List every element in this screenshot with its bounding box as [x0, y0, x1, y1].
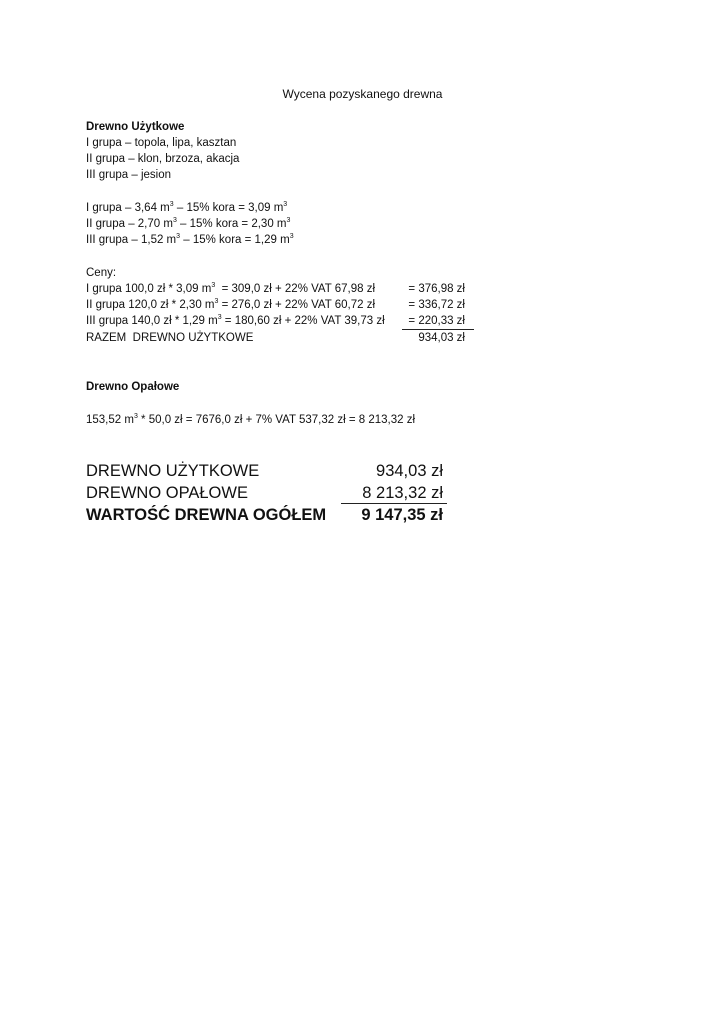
group-line: III grupa – jesion: [86, 169, 172, 181]
calc-text: 153,52 m: [86, 414, 134, 426]
unit-exponent: 3: [169, 201, 174, 208]
volume-line: [86, 216, 290, 232]
section-heading-uzytkowe: Drewno Użytkowe: [86, 121, 185, 133]
unit-exponent: 3: [176, 233, 181, 240]
unit-exponent: 3: [283, 201, 288, 208]
summary-value: 8 213,32 zł: [362, 484, 443, 502]
unit-exponent: 3: [211, 282, 216, 289]
summary-label: DREWNO OPAŁOWE: [86, 484, 248, 502]
price-text: III grupa 140,0 zł * 1,29 m: [86, 315, 218, 327]
unit-exponent: 3: [286, 217, 291, 224]
summary-value: 9 147,35 zł: [361, 506, 443, 524]
group-line: I grupa – topola, lipa, kasztan: [86, 137, 237, 149]
unit-exponent: 3: [133, 413, 138, 420]
volume-text: I grupa – 3,64 m: [86, 202, 170, 214]
opalowe-calculation: [86, 412, 415, 428]
price-text: I grupa 100,0 zł * 3,09 m: [86, 283, 212, 295]
price-expression: [86, 281, 375, 297]
summary-label: WARTOŚĆ DREWNA OGÓŁEM: [86, 506, 327, 524]
section-heading-opalowe: Drewno Opałowe: [86, 381, 180, 393]
unit-exponent: 3: [217, 314, 222, 321]
price-text: = 276,0 zł + 22% VAT 60,72 zł: [218, 299, 376, 311]
price-result: = 376,98 zł: [408, 283, 465, 295]
price-result: = 220,33 zł: [408, 315, 465, 327]
unit-exponent: 3: [172, 217, 177, 224]
calc-text: * 50,0 zł = 7676,0 zł + 7% VAT 537,32 zł = 8 213,32 zł: [137, 414, 415, 426]
group-line: II grupa – klon, brzoza, akacja: [86, 153, 240, 165]
price-text: = 309,0 zł + 22% VAT 67,98 zł: [215, 283, 376, 295]
volume-line: [86, 200, 287, 216]
price-expression: [86, 313, 385, 329]
volume-text: – 15% kora = 2,30 m: [176, 218, 287, 230]
volume-line: [86, 232, 294, 248]
volume-text: – 15% kora = 3,09 m: [173, 202, 284, 214]
price-text: II grupa 120,0 zł * 2,30 m: [86, 299, 215, 311]
summary-value: 934,03 zł: [376, 462, 443, 480]
total-value: 934,03 zł: [418, 332, 465, 344]
price-result: = 336,72 zł: [408, 299, 465, 311]
unit-exponent: 3: [289, 233, 294, 240]
summary-label: DREWNO UŻYTKOWE: [86, 462, 260, 480]
volume-text: II grupa – 2,70 m: [86, 218, 173, 230]
price-expression: [86, 297, 375, 313]
prices-label: Ceny:: [86, 267, 117, 279]
volume-text: III grupa – 1,52 m: [86, 234, 177, 246]
unit-exponent: 3: [214, 298, 219, 305]
volume-text: – 15% kora = 1,29 m: [180, 234, 290, 246]
total-label: RAZEM DREWNO UŻYTKOWE: [86, 332, 254, 344]
price-text: = 180,60 zł + 22% VAT 39,73 zł: [221, 315, 385, 327]
document-title: Wycena pozyskanego drewna: [282, 87, 443, 101]
